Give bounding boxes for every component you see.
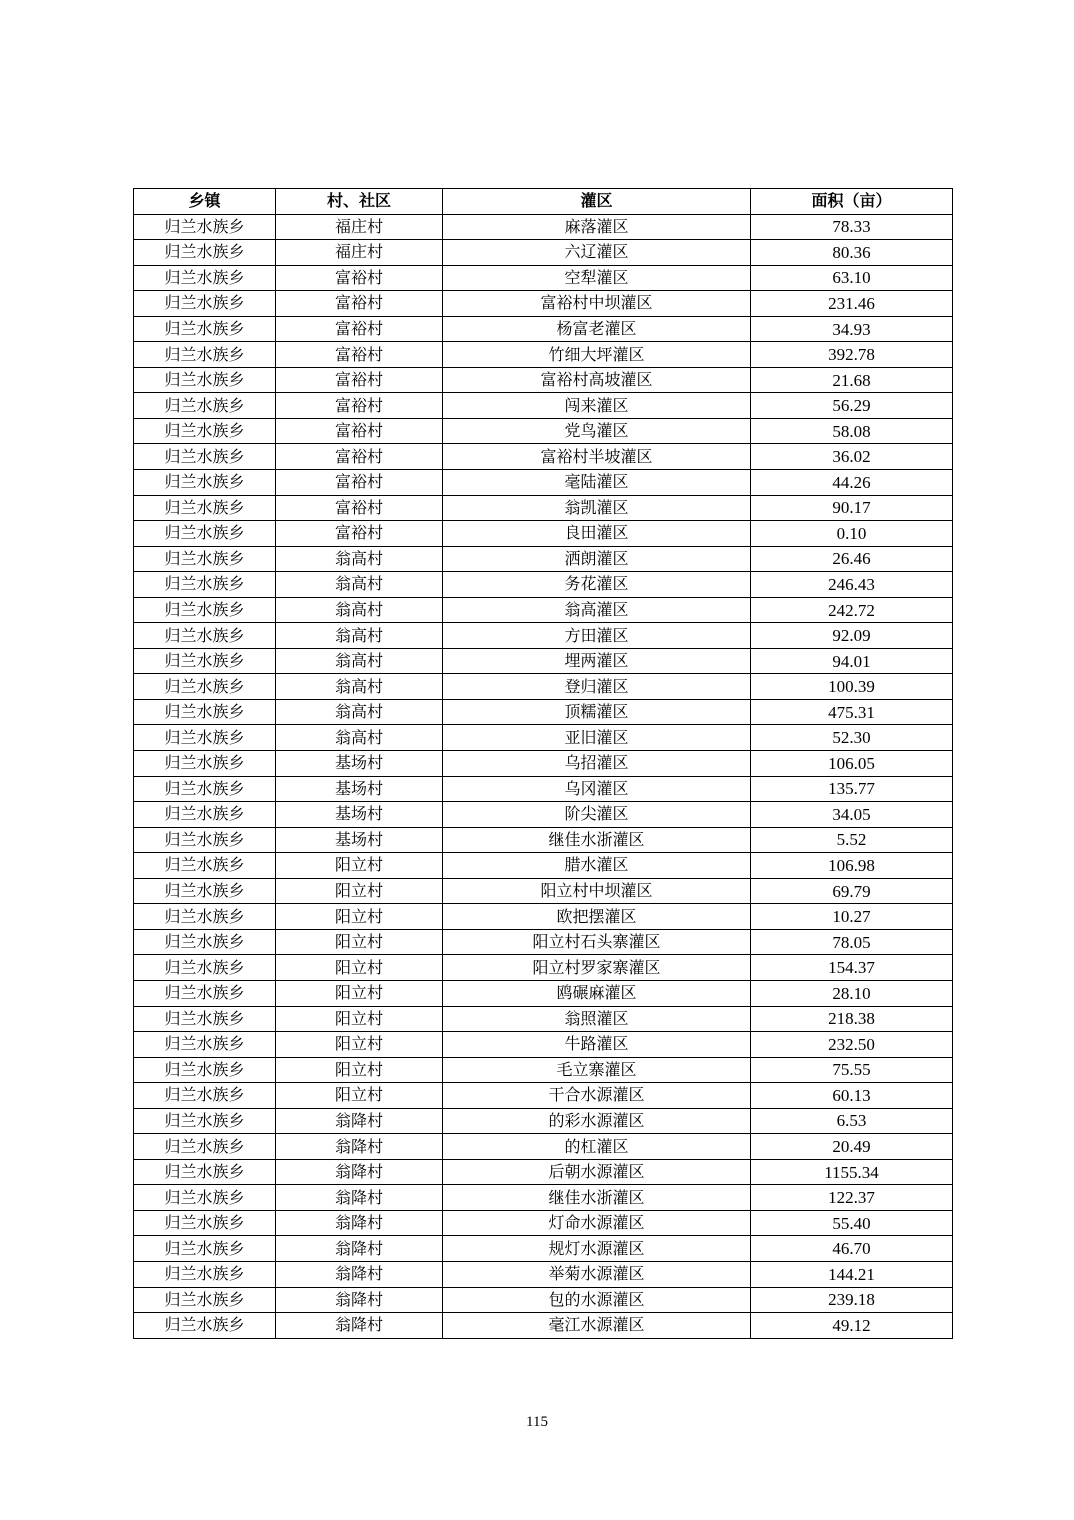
- irrigation-district-cell: 阳立村石头寨灌区: [443, 929, 751, 955]
- village-cell: 翁降村: [276, 1134, 443, 1160]
- irrigation-district-cell: 富裕村中坝灌区: [443, 291, 751, 317]
- township-cell: 归兰水族乡: [134, 878, 276, 904]
- village-cell: 翁降村: [276, 1185, 443, 1211]
- area-cell: 28.10: [751, 980, 953, 1006]
- township-cell: 归兰水族乡: [134, 1032, 276, 1058]
- irrigation-district-cell: 洒朗灌区: [443, 546, 751, 572]
- area-cell: 26.46: [751, 546, 953, 572]
- table-row: [134, 265, 953, 291]
- irrigation-district-cell: 举菊水源灌区: [443, 1261, 751, 1287]
- township-cell: 归兰水族乡: [134, 1210, 276, 1236]
- area-cell: 69.79: [751, 878, 953, 904]
- township-cell: 归兰水族乡: [134, 853, 276, 879]
- irrigation-district-cell: 腊水灌区: [443, 853, 751, 879]
- area-cell: 36.02: [751, 444, 953, 470]
- header-row: [134, 189, 953, 215]
- table-row: [134, 827, 953, 853]
- table-row: [134, 316, 953, 342]
- village-cell: 翁降村: [276, 1236, 443, 1262]
- township-cell: 归兰水族乡: [134, 751, 276, 777]
- village-cell: 基场村: [276, 751, 443, 777]
- area-cell: 5.52: [751, 827, 953, 853]
- village-cell: 阳立村: [276, 1006, 443, 1032]
- township-cell: 归兰水族乡: [134, 214, 276, 240]
- village-cell: 翁降村: [276, 1210, 443, 1236]
- irrigation-district-cell: 阳立村中坝灌区: [443, 878, 751, 904]
- area-cell: 154.37: [751, 955, 953, 981]
- table-row: [134, 240, 953, 266]
- table-row: [134, 1159, 953, 1185]
- township-cell: 归兰水族乡: [134, 1261, 276, 1287]
- irrigation-district-cell: 后朝水源灌区: [443, 1159, 751, 1185]
- irrigation-district-cell: 继佳水浙灌区: [443, 1185, 751, 1211]
- village-cell: 翁降村: [276, 1287, 443, 1313]
- village-cell: 阳立村: [276, 980, 443, 1006]
- village-cell: 阳立村: [276, 878, 443, 904]
- village-cell: 翁降村: [276, 1159, 443, 1185]
- village-cell: 翁高村: [276, 699, 443, 725]
- irrigation-district-cell: 顶糯灌区: [443, 699, 751, 725]
- area-cell: 20.49: [751, 1134, 953, 1160]
- irrigation-district-cell: 乌招灌区: [443, 751, 751, 777]
- township-cell: 归兰水族乡: [134, 1287, 276, 1313]
- area-cell: 55.40: [751, 1210, 953, 1236]
- irrigation-district-cell: 阳立村罗家寨灌区: [443, 955, 751, 981]
- area-cell: 34.05: [751, 802, 953, 828]
- area-cell: 34.93: [751, 316, 953, 342]
- area-cell: 49.12: [751, 1313, 953, 1339]
- township-cell: 归兰水族乡: [134, 393, 276, 419]
- township-cell: 归兰水族乡: [134, 572, 276, 598]
- area-cell: 21.68: [751, 367, 953, 393]
- table-row: [134, 699, 953, 725]
- township-cell: 归兰水族乡: [134, 597, 276, 623]
- table-row: [134, 495, 953, 521]
- area-cell: 231.46: [751, 291, 953, 317]
- irrigation-district-cell: 欧把摆灌区: [443, 904, 751, 930]
- township-cell: 归兰水族乡: [134, 725, 276, 751]
- village-cell: 翁高村: [276, 725, 443, 751]
- village-cell: 福庄村: [276, 214, 443, 240]
- table-row: [134, 470, 953, 496]
- area-cell: 475.31: [751, 699, 953, 725]
- township-cell: 归兰水族乡: [134, 1083, 276, 1109]
- village-cell: 富裕村: [276, 470, 443, 496]
- irrigation-district-cell: 继佳水浙灌区: [443, 827, 751, 853]
- table-row: [134, 955, 953, 981]
- irrigation-district-cell: 登归灌区: [443, 674, 751, 700]
- village-cell: 福庄村: [276, 240, 443, 266]
- village-cell: 富裕村: [276, 418, 443, 444]
- township-cell: 归兰水族乡: [134, 546, 276, 572]
- village-cell: 富裕村: [276, 342, 443, 368]
- table-row: [134, 1261, 953, 1287]
- village-cell: 富裕村: [276, 444, 443, 470]
- area-cell: 246.43: [751, 572, 953, 598]
- table-row: [134, 623, 953, 649]
- header-irrigation-district: 灌区: [443, 189, 751, 215]
- village-cell: 基场村: [276, 827, 443, 853]
- township-cell: 归兰水族乡: [134, 827, 276, 853]
- township-cell: 归兰水族乡: [134, 495, 276, 521]
- irrigation-district-cell: 空犁灌区: [443, 265, 751, 291]
- table-row: [134, 521, 953, 547]
- township-cell: 归兰水族乡: [134, 674, 276, 700]
- irrigation-district-cell: 富裕村半坡灌区: [443, 444, 751, 470]
- table-row: [134, 1313, 953, 1339]
- township-cell: 归兰水族乡: [134, 980, 276, 1006]
- irrigation-district-cell: 鸥碾麻灌区: [443, 980, 751, 1006]
- area-cell: 100.39: [751, 674, 953, 700]
- irrigation-district-cell: 务花灌区: [443, 572, 751, 598]
- area-cell: 80.36: [751, 240, 953, 266]
- area-cell: 90.17: [751, 495, 953, 521]
- township-cell: 归兰水族乡: [134, 1134, 276, 1160]
- village-cell: 基场村: [276, 802, 443, 828]
- township-cell: 归兰水族乡: [134, 1236, 276, 1262]
- table-row: [134, 725, 953, 751]
- table-row: [134, 904, 953, 930]
- irrigation-district-cell: 规灯水源灌区: [443, 1236, 751, 1262]
- township-cell: 归兰水族乡: [134, 521, 276, 547]
- area-cell: 106.98: [751, 853, 953, 879]
- table-row: [134, 393, 953, 419]
- township-cell: 归兰水族乡: [134, 929, 276, 955]
- area-cell: 239.18: [751, 1287, 953, 1313]
- township-cell: 归兰水族乡: [134, 1057, 276, 1083]
- table-row: [134, 648, 953, 674]
- area-cell: 242.72: [751, 597, 953, 623]
- area-cell: 10.27: [751, 904, 953, 930]
- table-row: [134, 1083, 953, 1109]
- irrigation-district-cell: 党鸟灌区: [443, 418, 751, 444]
- township-cell: 归兰水族乡: [134, 648, 276, 674]
- irrigation-district-cell: 毫江水源灌区: [443, 1313, 751, 1339]
- township-cell: 归兰水族乡: [134, 265, 276, 291]
- township-cell: 归兰水族乡: [134, 904, 276, 930]
- village-cell: 富裕村: [276, 367, 443, 393]
- area-cell: 78.33: [751, 214, 953, 240]
- village-cell: 翁高村: [276, 648, 443, 674]
- township-cell: 归兰水族乡: [134, 291, 276, 317]
- township-cell: 归兰水族乡: [134, 470, 276, 496]
- irrigation-district-cell: 麻落灌区: [443, 214, 751, 240]
- township-cell: 归兰水族乡: [134, 444, 276, 470]
- village-cell: 富裕村: [276, 521, 443, 547]
- area-cell: 144.21: [751, 1261, 953, 1287]
- irrigation-district-cell: 杨富老灌区: [443, 316, 751, 342]
- table-row: [134, 776, 953, 802]
- area-cell: 94.01: [751, 648, 953, 674]
- area-cell: 106.05: [751, 751, 953, 777]
- area-cell: 75.55: [751, 1057, 953, 1083]
- irrigation-district-cell: 毛立寨灌区: [443, 1057, 751, 1083]
- village-cell: 翁降村: [276, 1261, 443, 1287]
- township-cell: 归兰水族乡: [134, 367, 276, 393]
- township-cell: 归兰水族乡: [134, 699, 276, 725]
- area-cell: 232.50: [751, 1032, 953, 1058]
- area-cell: 135.77: [751, 776, 953, 802]
- township-cell: 归兰水族乡: [134, 418, 276, 444]
- village-cell: 翁高村: [276, 597, 443, 623]
- irrigation-district-cell: 六辽灌区: [443, 240, 751, 266]
- village-cell: 阳立村: [276, 929, 443, 955]
- irrigation-district-cell: 竹细大坪灌区: [443, 342, 751, 368]
- village-cell: 翁降村: [276, 1108, 443, 1134]
- irrigation-district-cell: 牛路灌区: [443, 1032, 751, 1058]
- township-cell: 归兰水族乡: [134, 342, 276, 368]
- table-row: [134, 418, 953, 444]
- irrigation-district-cell: 包的水源灌区: [443, 1287, 751, 1313]
- village-cell: 富裕村: [276, 265, 443, 291]
- area-cell: 6.53: [751, 1108, 953, 1134]
- irrigation-district-cell: 的彩水源灌区: [443, 1108, 751, 1134]
- village-cell: 阳立村: [276, 1083, 443, 1109]
- irrigation-district-cell: 富裕村高坡灌区: [443, 367, 751, 393]
- table-row: [134, 878, 953, 904]
- village-cell: 翁高村: [276, 572, 443, 598]
- village-cell: 翁高村: [276, 546, 443, 572]
- table-header: [134, 189, 953, 215]
- village-cell: 阳立村: [276, 853, 443, 879]
- area-cell: 46.70: [751, 1236, 953, 1262]
- table-row: [134, 853, 953, 879]
- area-cell: 44.26: [751, 470, 953, 496]
- table-row: [134, 1210, 953, 1236]
- irrigation-district-cell: 亚旧灌区: [443, 725, 751, 751]
- table-row: [134, 751, 953, 777]
- table-row: [134, 1057, 953, 1083]
- irrigation-district-cell: 阶尖灌区: [443, 802, 751, 828]
- township-cell: 归兰水族乡: [134, 1313, 276, 1339]
- table-row: [134, 1108, 953, 1134]
- table-row: [134, 929, 953, 955]
- village-cell: 富裕村: [276, 393, 443, 419]
- area-cell: 92.09: [751, 623, 953, 649]
- irrigation-district-cell: 翁照灌区: [443, 1006, 751, 1032]
- table-row: [134, 291, 953, 317]
- irrigation-area-table: [133, 188, 953, 1339]
- table-row: [134, 980, 953, 1006]
- table-row: [134, 597, 953, 623]
- irrigation-district-cell: 良田灌区: [443, 521, 751, 547]
- area-cell: 0.10: [751, 521, 953, 547]
- irrigation-district-cell: 的杠灌区: [443, 1134, 751, 1160]
- village-cell: 基场村: [276, 776, 443, 802]
- township-cell: 归兰水族乡: [134, 1185, 276, 1211]
- header-township: 乡镇: [134, 189, 276, 215]
- township-cell: 归兰水族乡: [134, 1159, 276, 1185]
- village-cell: 翁高村: [276, 623, 443, 649]
- area-cell: 58.08: [751, 418, 953, 444]
- village-cell: 富裕村: [276, 291, 443, 317]
- area-cell: 1155.34: [751, 1159, 953, 1185]
- table-body: [134, 214, 953, 1338]
- area-cell: 392.78: [751, 342, 953, 368]
- township-cell: 归兰水族乡: [134, 1108, 276, 1134]
- irrigation-district-cell: 干合水源灌区: [443, 1083, 751, 1109]
- table-row: [134, 367, 953, 393]
- township-cell: 归兰水族乡: [134, 802, 276, 828]
- area-cell: 52.30: [751, 725, 953, 751]
- table-row: [134, 1185, 953, 1211]
- table-row: [134, 546, 953, 572]
- irrigation-district-cell: 乌冈灌区: [443, 776, 751, 802]
- township-cell: 归兰水族乡: [134, 955, 276, 981]
- township-cell: 归兰水族乡: [134, 240, 276, 266]
- township-cell: 归兰水族乡: [134, 1006, 276, 1032]
- table-row: [134, 1236, 953, 1262]
- irrigation-district-cell: 毫陆灌区: [443, 470, 751, 496]
- village-cell: 阳立村: [276, 904, 443, 930]
- table-row: [134, 1134, 953, 1160]
- irrigation-district-cell: 埋两灌区: [443, 648, 751, 674]
- table-row: [134, 214, 953, 240]
- village-cell: 阳立村: [276, 955, 443, 981]
- area-cell: 218.38: [751, 1006, 953, 1032]
- area-cell: 56.29: [751, 393, 953, 419]
- area-cell: 60.13: [751, 1083, 953, 1109]
- area-cell: 78.05: [751, 929, 953, 955]
- township-cell: 归兰水族乡: [134, 776, 276, 802]
- table-row: [134, 1287, 953, 1313]
- township-cell: 归兰水族乡: [134, 316, 276, 342]
- village-cell: 富裕村: [276, 495, 443, 521]
- area-cell: 63.10: [751, 265, 953, 291]
- table-row: [134, 674, 953, 700]
- township-cell: 归兰水族乡: [134, 623, 276, 649]
- table-row: [134, 572, 953, 598]
- village-cell: 阳立村: [276, 1032, 443, 1058]
- village-cell: 阳立村: [276, 1057, 443, 1083]
- irrigation-district-cell: 方田灌区: [443, 623, 751, 649]
- village-cell: 富裕村: [276, 316, 443, 342]
- page-number: 115: [526, 1414, 548, 1430]
- irrigation-district-cell: 闯来灌区: [443, 393, 751, 419]
- header-village: 村、社区: [276, 189, 443, 215]
- village-cell: 翁高村: [276, 674, 443, 700]
- irrigation-district-cell: 灯命水源灌区: [443, 1210, 751, 1236]
- irrigation-district-cell: 翁凯灌区: [443, 495, 751, 521]
- table-row: [134, 1032, 953, 1058]
- village-cell: 翁降村: [276, 1313, 443, 1339]
- table-row: [134, 444, 953, 470]
- area-cell: 122.37: [751, 1185, 953, 1211]
- irrigation-district-cell: 翁高灌区: [443, 597, 751, 623]
- table-row: [134, 342, 953, 368]
- table-row: [134, 1006, 953, 1032]
- table-row: [134, 802, 953, 828]
- header-area: 面积（亩）: [751, 189, 953, 215]
